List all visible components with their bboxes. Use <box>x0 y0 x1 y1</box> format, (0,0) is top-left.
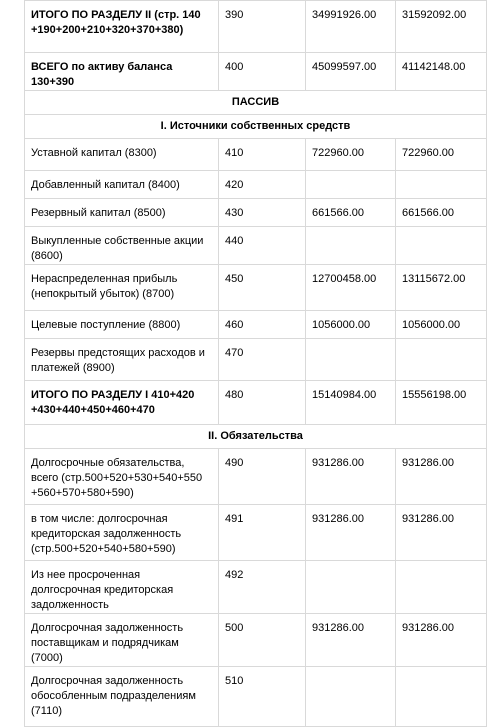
value-end: 13115672.00 <box>396 265 487 311</box>
value-start: 15140984.00 <box>306 381 396 425</box>
row-code: 470 <box>219 339 306 381</box>
value-start <box>306 561 396 614</box>
row-label: Долгосрочные обязательства, всего (стр.500+520+530+540+550 +560+570+580+590) <box>25 449 219 505</box>
row-label: Выкупленные собственные акции (8600) <box>25 227 219 265</box>
row-code: 492 <box>219 561 306 614</box>
row-code: 410 <box>219 139 306 171</box>
table-row <box>25 505 487 561</box>
row-label: Резервы предстоящих расходов и платежей (8900) <box>25 339 219 381</box>
row-label: ИТОГО ПО РАЗДЕЛУ II (стр. 140 +190+200+210+320+370+380) <box>25 1 219 53</box>
value-end: 1056000.00 <box>396 311 487 339</box>
value-start <box>306 339 396 381</box>
table-row <box>25 614 487 667</box>
table-row <box>25 265 487 311</box>
table-row <box>25 449 487 505</box>
value-start: 931286.00 <box>306 505 396 561</box>
row-code: 480 <box>219 381 306 425</box>
row-label: Долгосрочная задолженность обособленным подразделениям (7110) <box>25 667 219 727</box>
value-end: 41142148.00 <box>396 53 487 91</box>
row-code: 500 <box>219 614 306 667</box>
value-end <box>396 227 487 265</box>
row-code: 400 <box>219 53 306 91</box>
balance-sheet-table <box>24 0 487 727</box>
row-code: 490 <box>219 449 306 505</box>
row-label: Целевые поступление (8800) <box>25 311 219 339</box>
value-start: 661566.00 <box>306 199 396 227</box>
value-end <box>396 339 487 381</box>
section-header: II. Обязательства <box>25 425 487 449</box>
table-row <box>25 561 487 614</box>
table-row <box>25 53 487 91</box>
section-header-row <box>25 425 487 449</box>
row-code: 460 <box>219 311 306 339</box>
row-code: 420 <box>219 171 306 199</box>
section-header: I. Источники собственных средств <box>25 115 487 139</box>
value-start: 45099597.00 <box>306 53 396 91</box>
value-end: 661566.00 <box>396 199 487 227</box>
value-start <box>306 227 396 265</box>
value-end <box>396 171 487 199</box>
value-start: 12700458.00 <box>306 265 396 311</box>
table-row <box>25 1 487 53</box>
table-row <box>25 667 487 727</box>
value-end <box>396 561 487 614</box>
value-end: 931286.00 <box>396 449 487 505</box>
row-label: Из нее просроченная долгосрочная кредиторская задолженность <box>25 561 219 614</box>
value-start: 1056000.00 <box>306 311 396 339</box>
row-code: 390 <box>219 1 306 53</box>
value-end: 15556198.00 <box>396 381 487 425</box>
table-row <box>25 339 487 381</box>
value-end: 31592092.00 <box>396 1 487 53</box>
row-code: 510 <box>219 667 306 727</box>
value-start <box>306 171 396 199</box>
section-header-row <box>25 91 487 115</box>
section-header: ПАССИВ <box>25 91 487 115</box>
row-code: 491 <box>219 505 306 561</box>
table-row <box>25 311 487 339</box>
row-label: ВСЕГО по активу баланса 130+390 <box>25 53 219 91</box>
section-header-row <box>25 115 487 139</box>
row-label: ИТОГО ПО РАЗДЕЛУ I 410+420 +430+440+450+460+470 <box>25 381 219 425</box>
value-start: 34991926.00 <box>306 1 396 53</box>
row-label: в том числе: долгосрочная кредиторская задолженность (стр.500+520+540+580+590) <box>25 505 219 561</box>
value-end: 931286.00 <box>396 614 487 667</box>
row-label: Уставной капитал (8300) <box>25 139 219 171</box>
row-code: 430 <box>219 199 306 227</box>
row-code: 450 <box>219 265 306 311</box>
row-code: 440 <box>219 227 306 265</box>
table-row <box>25 139 487 171</box>
row-label: Резервный капитал (8500) <box>25 199 219 227</box>
value-end <box>396 667 487 727</box>
value-start: 931286.00 <box>306 449 396 505</box>
value-start: 722960.00 <box>306 139 396 171</box>
table-row <box>25 381 487 425</box>
value-start: 931286.00 <box>306 614 396 667</box>
row-label: Добавленный капитал (8400) <box>25 171 219 199</box>
value-end: 931286.00 <box>396 505 487 561</box>
table-row <box>25 171 487 199</box>
table-row <box>25 199 487 227</box>
row-label: Нераспределенная прибыль (непокрытый убыток) (8700) <box>25 265 219 311</box>
value-end: 722960.00 <box>396 139 487 171</box>
table-row <box>25 227 487 265</box>
value-start <box>306 667 396 727</box>
row-label: Долгосрочная задолженность поставщикам и подрядчикам (7000) <box>25 614 219 667</box>
